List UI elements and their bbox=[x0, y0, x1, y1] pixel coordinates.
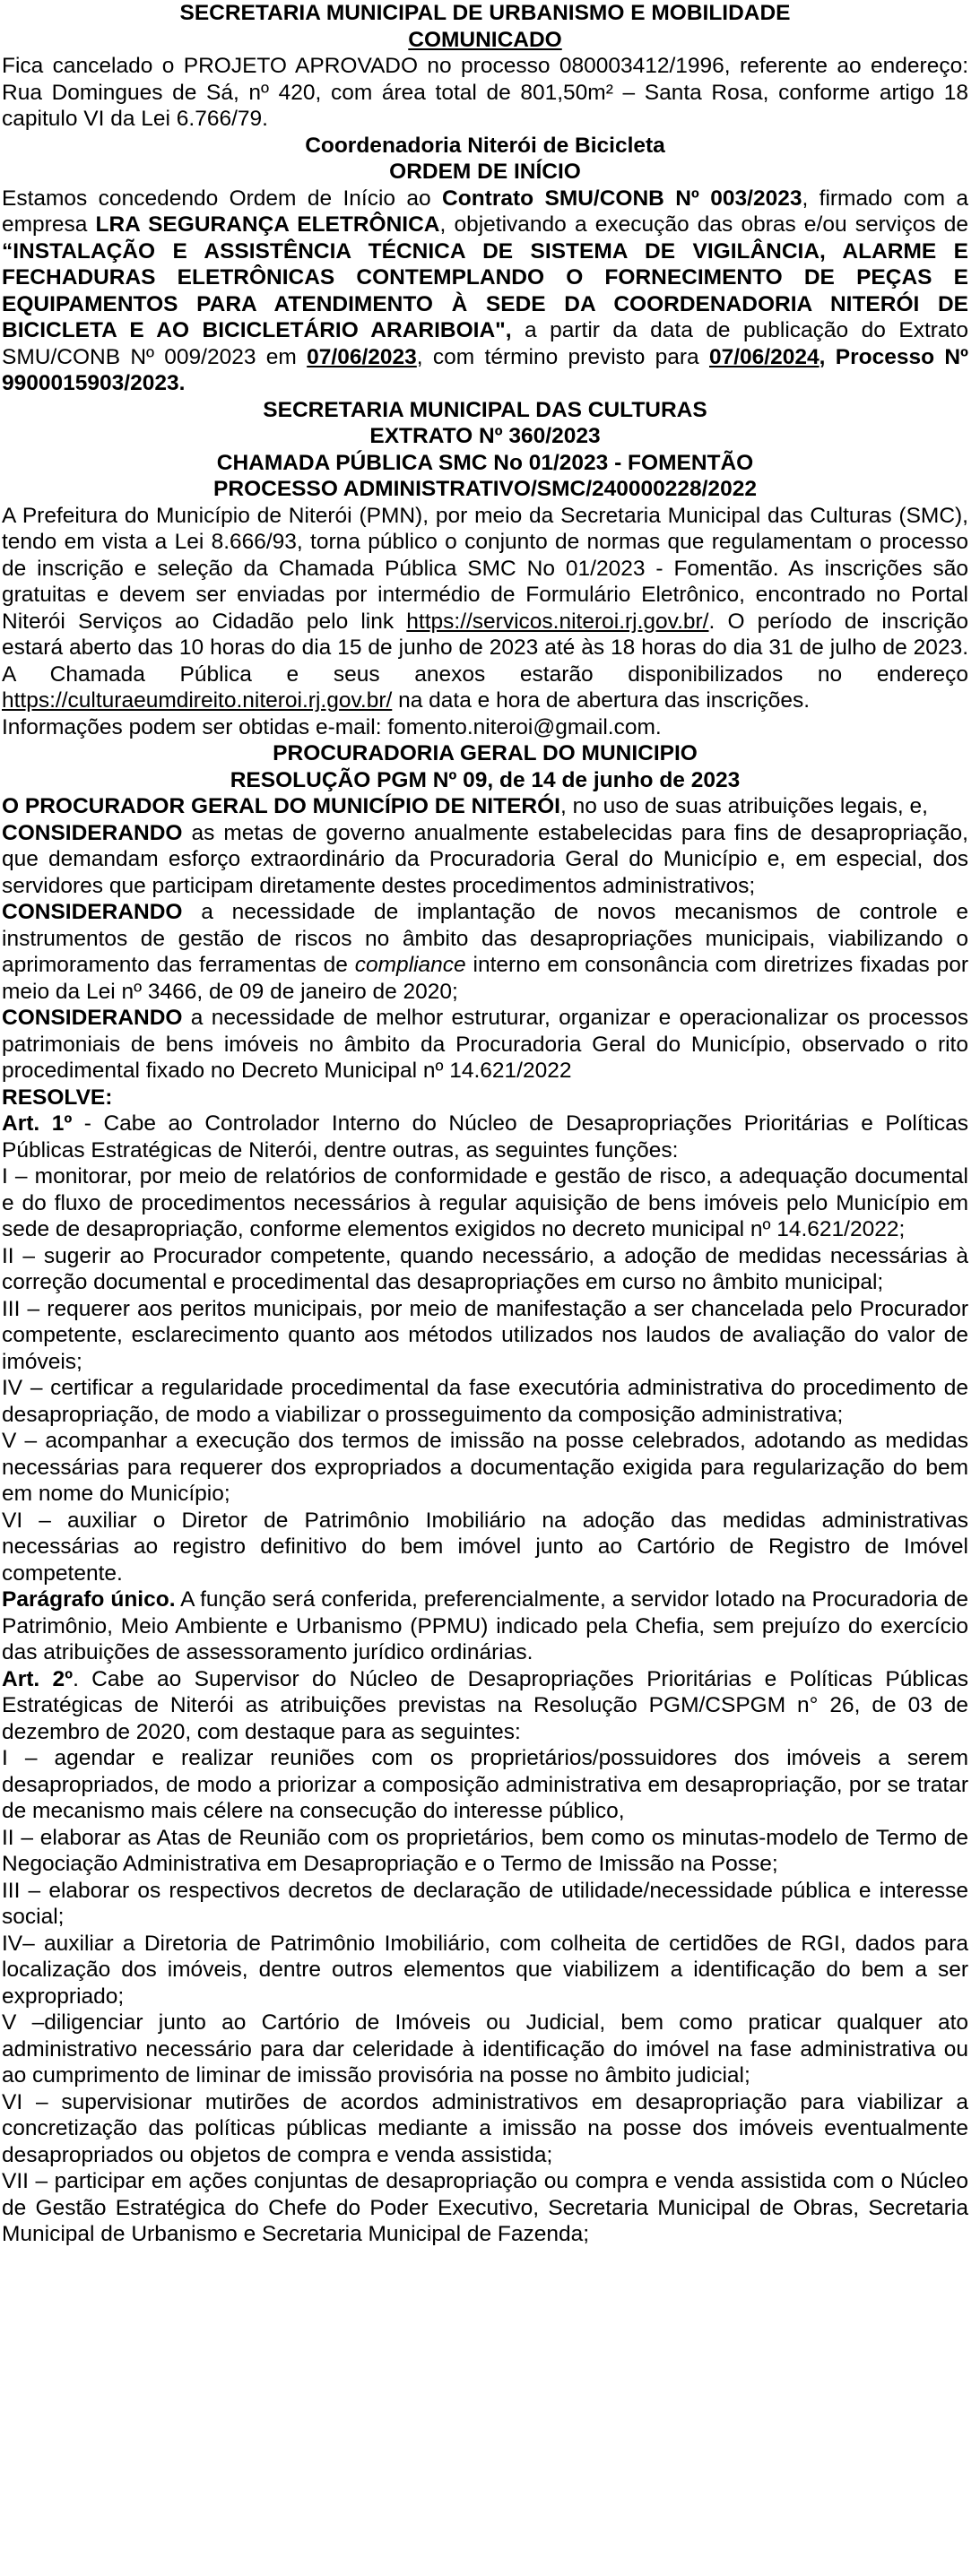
article-2-item: VI – supervisionar mutirões de acordos administrativos em desapropriação para viabilizar a concretização das políticas públicas mediante a imissão na posse dos imóveis eventualmente desapropriados ou objetos de compra e venda assistida; bbox=[2, 2089, 968, 2167]
article-1-item: VI – auxiliar o Diretor de Patrimônio Imobiliário na adoção das medidas administrativas necessárias ao registro definitivo do bem imóvel junto ao Cartório de Registro de Imóvel competente. bbox=[2, 1508, 968, 1586]
article-1: Art. 1º - Cabe ao Controlador Interno do Núcleo de Desapropriações Prioritárias e Políticas Públicas Estratégicas de Niterói, dentre outras, as seguintes funções: bbox=[2, 1111, 968, 1163]
contact-info: Informações podem ser obtidas e-mail: fomento.niteroi@gmail.com. bbox=[2, 714, 662, 739]
section-title-urbanismo: SECRETARIA MUNICIPAL DE URBANISMO E MOBILIDADE bbox=[179, 1, 791, 25]
section-title-procuradoria: PROCURADORIA GERAL DO MUNICIPIO bbox=[273, 741, 698, 765]
article-2-item: II – elaborar as Atas de Reunião com os proprietários, bem como os minutas-modelo de Termo de Negociação Administrativa em Desapropriação e o Termo de Imissão na Posse; bbox=[2, 1825, 968, 1876]
article-1-item: III – requerer aos peritos municipais, por meio de manifestação a ser chancelada pelo Procurador competente, esclarecimento quanto aos métodos utilizados nos laudos de avaliação do valor de imóveis; bbox=[2, 1296, 968, 1374]
resolucao-heading: RESOLUÇÃO PGM Nº 09, de 14 de junho de 2023 bbox=[230, 767, 741, 792]
article-2-item: I – agendar e realizar reuniões com os proprietários/possuidores dos imóveis a serem desapropriados, de modo a priorizar a composição administrativa em desapropriação, por se tratar de mecanismo mais célere na consecução do interesse público, bbox=[2, 1746, 968, 1823]
article-2: Art. 2º. Cabe ao Supervisor do Núcleo de Desapropriações Prioritárias e Políticas Públicas Estratégicas de Niterói as atribuições previstas na Resolução PGM/CSPGM n° 26, de 03 de dezembro de 2020, com destaque para as seguintes: bbox=[2, 1666, 968, 1744]
paragrafo-unico: Parágrafo único. A função será conferida, preferencialmente, a servidor lotado na Procuradoria de Patrimônio, Meio Ambiente e Urbanismo (PPMU) indicado pela Chefia, sem prejuízo do exercício das atribuições de assessoramento jurídico ordinárias. bbox=[2, 1587, 968, 1664]
cultura-link[interactable]: https://culturaeumdireito.niteroi.rj.gov.br/ bbox=[2, 688, 393, 713]
ordem-inicio-text: Estamos concedendo Ordem de Início ao Contrato SMU/CONB Nº 003/2023, firmado com a empresa LRA SEGURANÇA ELETRÔNICA, objetivando a execução das obras e/ou serviços de “INSTALAÇÃO E ASSISTÊNCIA TÉCNICA DE SISTEMA DE VIGILÂNCIA, ALARME E FECHADURAS ELETRÔNICAS CONTEMPLANDO O FORNECIMENTO DE PEÇAS E EQUIPAMENTOS PARA ATENDIMENTO À SEDE DA COORDENADORIA NITERÓI DE BICICLETA E AO BICICLETÁRIO ARARIBOIA", a partir da data de publicação do Extrato SMU/CONB Nº 009/2023 em 07/06/2023, com término previsto para 07/06/2024, Processo Nº 9900015903/2023. bbox=[2, 186, 969, 395]
article-2-item: V –diligenciar junto ao Cartório de Imóveis ou Judicial, bem como praticar qualquer ato administrativo necessário para dar celeridade à identificação do imóvel na fase administrativa ou ao cumprimento de liminar de imissão provisória na posse no âmbito judicial; bbox=[2, 2010, 968, 2088]
resolucao-intro: O PROCURADOR GERAL DO MUNICÍPIO DE NITERÓI, no uso de suas atribuições legais, e, bbox=[2, 794, 928, 818]
section-title-culturas: SECRETARIA MUNICIPAL DAS CULTURAS bbox=[263, 397, 707, 422]
considerando-1: CONSIDERANDO as metas de governo anualmente estabelecidas para fins de desapropriação, que demandam esforço extraordinário da Procuradoria Geral do Município e, em especial, dos servidores que participam diretamente destes procedimentos administrativos; bbox=[2, 820, 968, 898]
article-2-item: III – elaborar os respectivos decretos de declaração de utilidade/necessidade pública e interesse social; bbox=[2, 1878, 968, 1929]
section-subtitle-ordem-inicio: ORDEM DE INÍCIO bbox=[389, 160, 581, 184]
comunicado-text: Fica cancelado o PROJETO APROVADO no processo 080003412/1996, referente ao endereço: Rua Domingues de Sá, nº 420, com área total de 801,50m² – Santa Rosa, conforme artigo 18 capitulo VI da Lei 6.766/79. bbox=[2, 54, 968, 131]
article-1-item: II – sugerir ao Procurador competente, quando necessário, a adoção de medidas necessárias à correção documental e procedimental das desapropriações em curso no âmbito municipal; bbox=[2, 1243, 968, 1294]
chamada-heading: CHAMADA PÚBLICA SMC No 01/2023 - FOMENTÃO bbox=[216, 450, 754, 475]
article-2-item: IV– auxiliar a Diretoria de Patrimônio Imobiliário, com colheita de certidões de RGI, dados para localização dos imóveis, dentre outros elementos que viabilizem a identificação do bem a ser expropriado; bbox=[2, 1931, 968, 2009]
resolve-heading: RESOLVE: bbox=[2, 1085, 113, 1110]
article-2-item: VII – participar em ações conjuntas de desapropriação ou compra e venda assistida com o Núcleo de Gestão Estratégica do Chefe do Poder Executivo, Secretaria Municipal de Obras, Secretaria Municipal de Urbanismo e Secretaria Municipal de Fazenda; bbox=[2, 2169, 968, 2246]
section-subtitle-comunicado: COMUNICADO bbox=[408, 27, 562, 52]
article-1-item: IV – certificar a regularidade procedimental da fase executória administrativa do procedimento de desapropriação, de modo a viabilizar o prosseguimento da composição administrativa; bbox=[2, 1376, 968, 1427]
servicos-link[interactable]: https://servicos.niteroi.rj.gov.br/ bbox=[406, 609, 709, 634]
processo-heading: PROCESSO ADMINISTRATIVO/SMC/240000228/2022 bbox=[213, 477, 757, 501]
section-title-bicicleta: Coordenadoria Niterói de Bicicleta bbox=[305, 133, 665, 158]
considerando-3: CONSIDERANDO a necessidade de melhor estruturar, organizar e operacionalizar os processos patrimoniais de bens imóveis no âmbito da Procuradoria Geral do Município, observado o rito procedimental fixado no Decreto Municipal nº 14.621/2022 bbox=[2, 1006, 968, 1083]
article-1-item: V – acompanhar a execução dos termos de imissão na posse celebrados, adotando as medidas necessárias para requerer dos expropriados a documentação exigida para regularização do bem em nome do Município; bbox=[2, 1429, 968, 1506]
considerando-2: CONSIDERANDO a necessidade de implantação de novos mecanismos de controle e instrumentos de gestão de riscos no âmbito das desapropriações municipais, viabilizando o aprimoramento das ferramentas de compliance interno em consonância com diretrizes fixadas por meio da Lei nº 3466, de 09 de janeiro de 2020; bbox=[2, 900, 968, 1004]
extrato-heading: EXTRATO Nº 360/2023 bbox=[369, 424, 601, 448]
article-1-item: I – monitorar, por meio de relatórios de conformidade e gestão de risco, a adequação documental e do fluxo de procedimentos necessários à regular aquisição de bens imóveis pelo Município em sede de desapropriação, conforme elementos exigidos no decreto municipal nº 14.621/2022; bbox=[2, 1164, 968, 1241]
extrato-text: A Prefeitura do Município de Niterói (PMN), por meio da Secretaria Municipal das Culturas (SMC), tendo em vista a Lei 8.666/93, torna público o conjunto de normas que regulamentam o processo de inscrição e seleção da Chamada Pública SMC No 01/2023 - Fomentão. As inscrições são gratuitas e devem ser enviadas por intermédio de Formulário Eletrônico, encontrado no Portal Niterói Serviços ao Cidadão pelo link https://servicos.niteroi.rj.gov.br/. O período de inscrição estará aberto das 10 horas do dia 15 de junho de 2023 até às 18 horas do dia 31 de julho de 2023. A Chamada Pública e seus anexos estarão disponibilizados no endereço https://culturaeumdireito.niteroi.rj.gov.br/ na data e hora de abertura das inscrições. bbox=[2, 503, 968, 713]
